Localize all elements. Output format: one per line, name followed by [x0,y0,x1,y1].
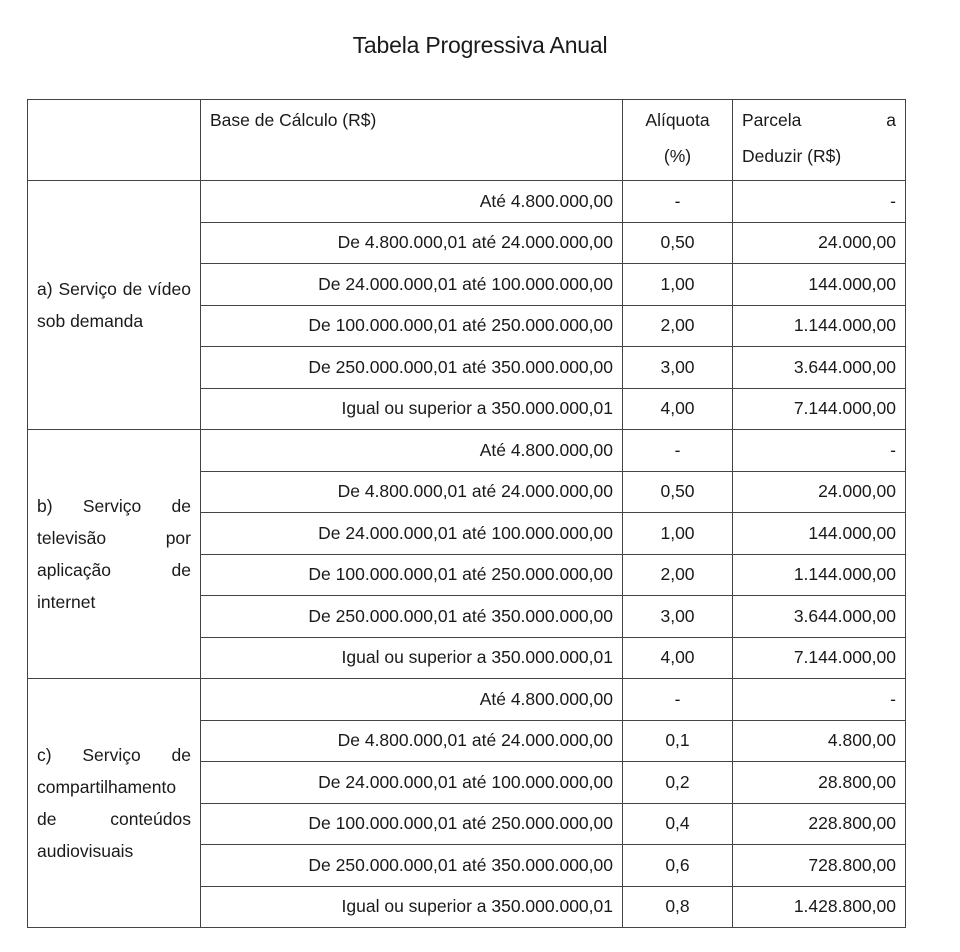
parcela-cell: 1.144.000,00 [733,305,906,347]
base-cell: De 4.800.000,01 até 24.000.000,00 [201,222,623,264]
parcela-cell: 28.800,00 [733,762,906,804]
header-row [28,100,906,181]
aliquota-cell: 2,00 [623,554,733,596]
table-row [28,430,906,472]
parcela-cell: 24.000,00 [733,222,906,264]
table-row [28,181,906,223]
base-cell: De 4.800.000,01 até 24.000.000,00 [201,720,623,762]
parcela-cell: 228.800,00 [733,803,906,845]
aliquota-cell: 4,00 [623,388,733,430]
aliquota-cell: 4,00 [623,637,733,679]
progressive-tax-table [27,99,906,928]
base-cell: De 24.000.000,01 até 100.000.000,00 [201,264,623,306]
aliquota-cell: - [623,679,733,721]
base-cell: De 100.000.000,01 até 250.000.000,00 [201,305,623,347]
aliquota-cell: 0,6 [623,845,733,887]
base-cell: Igual ou superior a 350.000.000,01 [201,388,623,430]
aliquota-cell: 0,4 [623,803,733,845]
service-name-cell: c) Serviço de compartilhamento de conteúdos audiovisuais [28,679,201,928]
aliquota-cell: - [623,430,733,472]
base-cell: De 100.000.000,01 até 250.000.000,00 [201,554,623,596]
header-aliquota-line2: (%) [663,146,692,166]
base-cell: Até 4.800.000,00 [201,679,623,721]
aliquota-cell: 3,00 [623,596,733,638]
parcela-cell: 4.800,00 [733,720,906,762]
base-cell: De 250.000.000,01 até 350.000.000,00 [201,596,623,638]
base-cell: De 24.000.000,01 até 100.000.000,00 [201,762,623,804]
base-cell: Igual ou superior a 350.000.000,01 [201,886,623,928]
base-cell: De 4.800.000,01 até 24.000.000,00 [201,471,623,513]
base-cell: Até 4.800.000,00 [201,430,623,472]
parcela-cell: 728.800,00 [733,845,906,887]
header-parcela-line1 [742,102,896,138]
aliquota-cell: 0,2 [623,762,733,804]
service-name-cell: a) Serviço de vídeo sob demanda [28,181,201,430]
aliquota-cell: 0,8 [623,886,733,928]
parcela-cell: - [733,679,906,721]
header-service-empty [28,100,201,181]
parcela-cell: 1.144.000,00 [733,554,906,596]
aliquota-cell: 0,1 [623,720,733,762]
table-row [28,679,906,721]
parcela-cell: - [733,430,906,472]
header-aliquota-line1: Alíquota [645,110,710,130]
base-cell: De 250.000.000,01 até 350.000.000,00 [201,845,623,887]
base-cell: Igual ou superior a 350.000.000,01 [201,637,623,679]
aliquota-cell: 1,00 [623,264,733,306]
aliquota-cell: 3,00 [623,347,733,389]
base-cell: De 250.000.000,01 até 350.000.000,00 [201,347,623,389]
aliquota-cell: 1,00 [623,513,733,555]
parcela-cell: 3.644.000,00 [733,596,906,638]
base-cell: De 24.000.000,01 até 100.000.000,00 [201,513,623,555]
parcela-cell: 7.144.000,00 [733,388,906,430]
header-parcela-word: Parcela [742,110,802,130]
service-name-cell: b) Serviço de televisão por aplicação de internet [28,430,201,679]
parcela-cell: 7.144.000,00 [733,637,906,679]
parcela-cell: - [733,181,906,223]
parcela-cell: 144.000,00 [733,264,906,306]
base-cell: De 100.000.000,01 até 250.000.000,00 [201,803,623,845]
header-aliquota [623,100,733,181]
parcela-cell: 1.428.800,00 [733,886,906,928]
base-cell: Até 4.800.000,00 [201,181,623,223]
header-base: Base de Cálculo (R$) [201,100,623,181]
aliquota-cell: 0,50 [623,471,733,513]
aliquota-cell: - [623,181,733,223]
page-title: Tabela Progressiva Anual [352,32,608,58]
header-parcela-a: a [886,110,896,130]
parcela-cell: 144.000,00 [733,513,906,555]
header-parcela [733,100,906,181]
parcela-cell: 3.644.000,00 [733,347,906,389]
header-parcela-line2: Deduzir (R$) [742,146,842,166]
aliquota-cell: 2,00 [623,305,733,347]
aliquota-cell: 0,50 [623,222,733,264]
parcela-cell: 24.000,00 [733,471,906,513]
